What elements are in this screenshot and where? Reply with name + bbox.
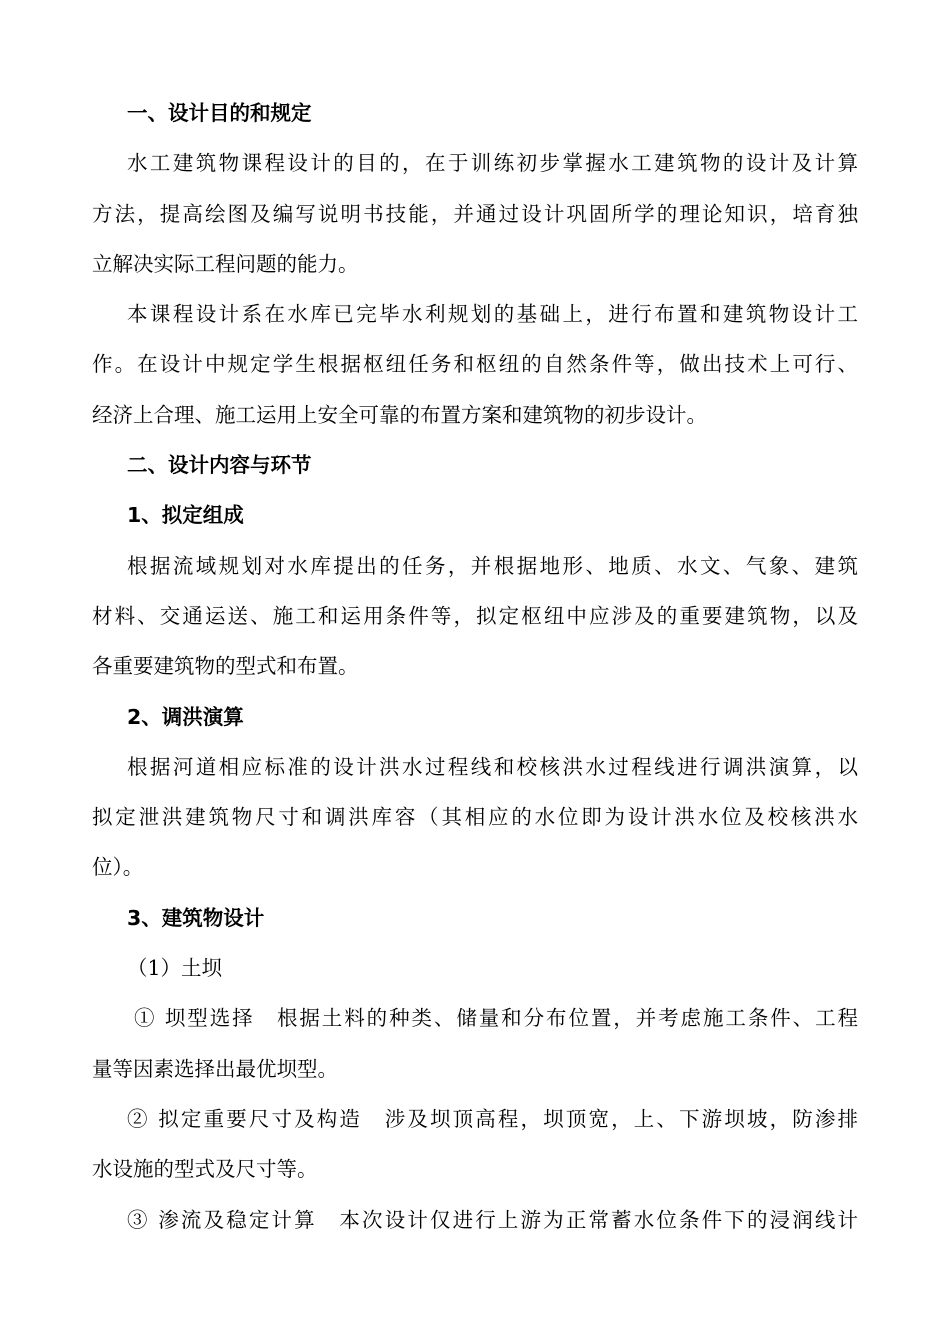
list-item-earth-dam: （1）土坝 (127, 956, 223, 981)
paragraph-line: 材料、交通运送、施工和运用条件等，拟定枢纽中应涉及的重要建筑物，以及 (92, 603, 858, 628)
paragraph-line: ③ 渗流及稳定计算 本次设计仅进行上游为正常蓄水位条件下的浸润线计 (127, 1207, 858, 1232)
paragraph-line: 根据河道相应标准的设计洪水过程线和校核洪水过程线进行调洪演算，以 (127, 754, 858, 779)
paragraph-line: ② 拟定重要尺寸及构造 涉及坝顶高程，坝顶宽，上、下游坝坡，防渗排 (127, 1106, 858, 1131)
paragraph-line: 量等因素选择出最优坝型。 (92, 1056, 338, 1081)
paragraph-line: 作。在设计中规定学生根据枢纽任务和枢纽的自然条件等，做出技术上可行、 (92, 352, 858, 377)
paragraph-line: 水设施的型式及尺寸等。 (92, 1157, 318, 1182)
paragraph-line: 本课程设计系在水库已完毕水利规划的基础上，进行布置和建筑物设计工 (127, 302, 858, 327)
paragraph-requirements (92, 289, 858, 440)
list-item-seepage (92, 1195, 858, 1245)
paragraph-composition (92, 541, 858, 692)
paragraph-line: 水工建筑物课程设计的目的，在于训练初步掌握水工建筑物的设计及计算 (127, 151, 858, 176)
paragraph-line: 位）。 (92, 855, 144, 880)
paragraph-line: 经济上合理、施工运用上安全可靠的布置方案和建筑物的初步设计。 (92, 402, 707, 427)
section-heading-1: 一、设计目的和规定 (127, 101, 312, 125)
paragraph-line: 根据流域规划对水库提出的任务，并根据地形、地质、水文、气象、建筑 (127, 553, 858, 578)
list-item-dam-type (92, 993, 858, 1094)
list-item-dimensions (92, 1094, 858, 1195)
section-heading-2: 二、设计内容与环节 (127, 453, 312, 478)
paragraph-line: ① 坝型选择 根据土料的种类、储量和分布位置，并考虑施工条件、工程 (134, 1006, 858, 1031)
paragraph-line: 方法，提高绘图及编写说明书技能，并通过设计巩固所学的理论知识，培育独 (92, 201, 858, 226)
paragraph-line: 各重要建筑物的型式和布置。 (92, 654, 359, 679)
paragraph-line: 立解决实际工程问题的能力。 (92, 251, 359, 276)
subsection-heading-3: 3、建筑物设计 (127, 905, 265, 930)
paragraph-purpose (92, 138, 858, 289)
subsection-heading-1: 1、拟定组成 (127, 503, 244, 528)
document-page (92, 88, 858, 1245)
paragraph-line: 拟定泄洪建筑物尺寸和调洪库容（其相应的水位即为设计洪水位及校核洪水 (92, 805, 858, 830)
paragraph-flood-routing (92, 742, 858, 893)
subsection-heading-2: 2、调洪演算 (127, 704, 244, 729)
